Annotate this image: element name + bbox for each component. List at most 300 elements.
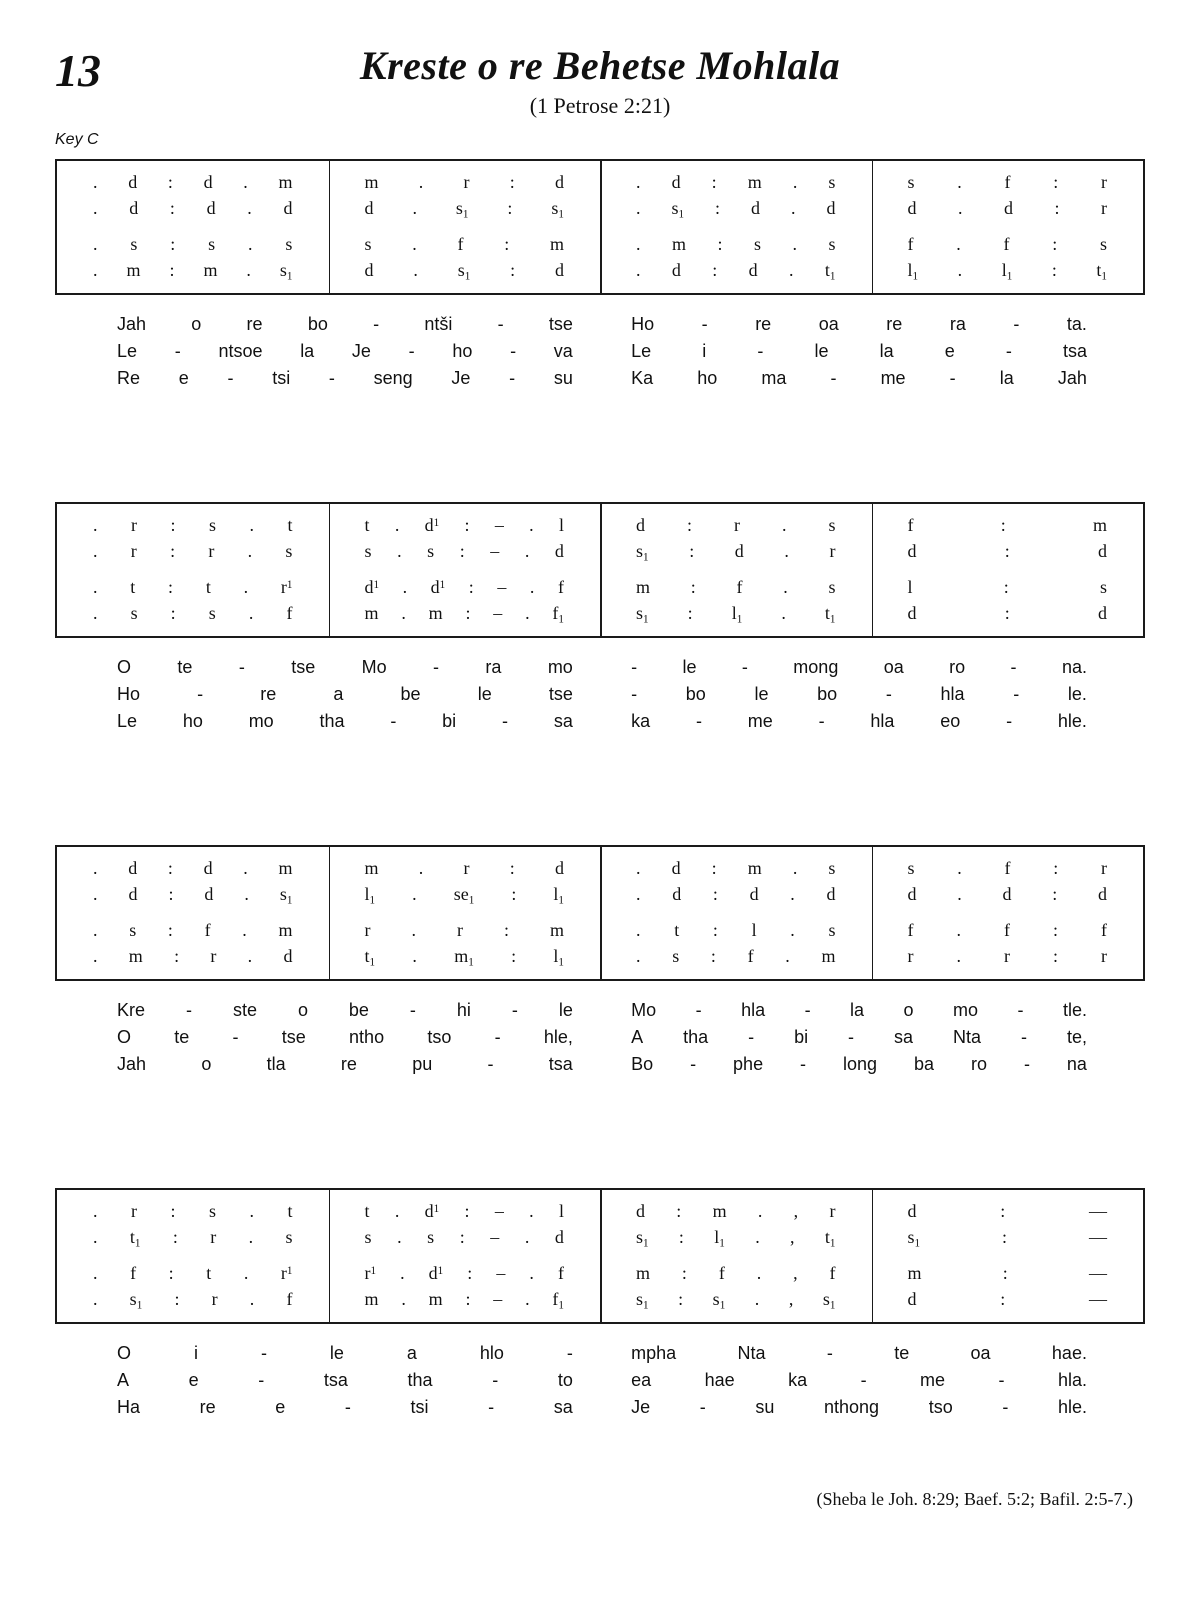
lyric-word: - [566,1343,573,1363]
lyric-line-1 [117,997,1087,1024]
solfa-token: d [554,857,564,878]
solfa-token: . [957,883,962,904]
lyric-word: - [885,684,892,704]
solfa-token: $m_1$ [454,945,474,968]
solfa-token: d [129,197,139,218]
solfa-token: $d^1$ [428,1262,444,1283]
solfa-token: $d^1$ [364,576,380,597]
solfa-token: $s_1$ [907,1226,921,1249]
lyric-word: e [275,1397,286,1417]
measure [872,234,1144,255]
barline [872,847,874,979]
solfa-token: $r^1$ [280,1262,293,1283]
solfa-token: . [248,602,254,623]
solfa-token: . [248,1226,254,1247]
lyric-word: ro [970,1054,987,1074]
lyric-word: Ho [117,684,141,704]
solfa-token: . [401,602,406,623]
lyric-word: mo [248,711,274,731]
measure [57,603,329,624]
solfa-token: – [496,1262,506,1283]
solfa-token: d [907,197,917,218]
lyric-word: Le [117,711,138,731]
lyric-word: la [879,341,894,361]
lyric-word: su [755,1397,775,1417]
lyric-word: tso [427,1027,452,1047]
lyric-half-left [117,997,573,1024]
solfa-token: s [208,602,216,623]
solfa-token: t [287,514,293,535]
solfa-token: d [749,883,759,904]
measure [872,1289,1144,1310]
lyric-word: hlo [479,1343,504,1363]
solfa-token: d [128,883,138,904]
solfa-token: . [412,197,417,218]
lyric-word: - [1002,1397,1009,1417]
solfa-token: . [792,171,798,192]
solfa-token: t [287,1200,293,1221]
lyric-word: - [800,1054,807,1074]
solfa-token: — [1089,1262,1107,1283]
solfa-token: s [208,514,216,535]
solfa-token: s [753,233,761,254]
solfa-token: $l_1$ [907,259,919,282]
measure [57,234,329,255]
solfa-token: . [93,945,98,966]
solfa-token: f [1003,919,1010,940]
lyric-line-2 [117,1367,1087,1394]
solfa-token: s [130,233,138,254]
solfa-token: : [1053,171,1059,192]
solfa-token: d [734,540,744,561]
measure [329,172,601,193]
solfa-token: m [636,576,651,597]
solfa-token: : [170,233,176,254]
solfa-token: . [529,1200,534,1221]
lyric-word: bo [817,684,838,704]
solfa-token: d [283,945,293,966]
measure [57,858,329,879]
lyric-half-left [117,338,573,365]
solfa-token: s [828,233,836,254]
solfa-token: : [710,945,716,966]
lyric-word: O [117,1027,132,1047]
solfa-token: . [785,945,790,966]
solfa-token: $s_1$ [279,883,293,906]
solfa-token: : [1054,197,1060,218]
solfa-token: r [130,540,137,561]
solfa-token: : [468,576,474,597]
solfa-token: : [1002,1226,1008,1247]
solfa-token: d [283,197,293,218]
hymn-number: 13 [55,45,101,96]
lyric-word: na [1066,1054,1087,1074]
measure [57,1289,329,1310]
solfa-token: . [93,259,98,280]
solfa-token: . [789,259,794,280]
solfa-token: . [418,171,424,192]
lyric-word: Kre [117,1000,146,1020]
solfa-token: f [829,1262,836,1283]
measure [600,884,872,905]
lyric-line-1 [117,311,1087,338]
solfa-token: m [278,919,293,940]
solfa-token: . [411,919,416,940]
measure [600,1289,872,1310]
lyric-word: - [804,1000,811,1020]
solfa-token: s [828,576,836,597]
scripture-reference: (1 Petrose 2:21) [529,93,671,118]
solfa-token: : [1000,514,1006,535]
solfa-token: . [93,1226,98,1247]
solfa-token: . [243,171,248,192]
solfa-token: . [401,1288,406,1309]
lyric-word: i [702,341,707,361]
solfa-token: s [129,919,137,940]
solfa-token: r [130,514,137,535]
lyric-word: Le [631,341,652,361]
solfa-token: . [790,919,795,940]
solfa-token: . [242,919,247,940]
solfa-token: m [549,233,564,254]
solfa-token: m [712,1200,727,1221]
solfa-token: . [249,1200,254,1221]
lyric-word: oa [970,1343,991,1363]
solfa-token: . [783,576,788,597]
lyric-word: e [178,368,189,388]
solfa-token: r [210,1226,217,1247]
solfa-token: : [170,514,176,535]
solfa-token: . [636,919,641,940]
lyric-word: su [553,368,573,388]
lyric-line-3 [117,365,1087,392]
solfa-token: r [1100,857,1107,878]
lyric-word: - [502,711,508,731]
solfa-token: s [672,945,680,966]
lyric-half-left [117,1051,573,1078]
solfa-token: d [907,883,917,904]
lyric-word: - [1006,711,1013,731]
solfa-token: . [956,233,961,254]
lyric-word: re [886,314,903,334]
solfa-token: f [557,1262,564,1283]
measure [57,1227,329,1248]
measure [872,603,1144,624]
lyric-word: - [818,711,825,731]
solfa-token: . [402,576,408,597]
lyric-word: - [701,314,708,334]
lyric-half-left [117,1024,573,1051]
solfa-token: f [1100,919,1107,940]
solfa-token: r [1100,945,1107,966]
lyric-half-right [631,997,1087,1024]
lyric-word: o [201,1054,212,1074]
solfa-token: . [636,233,641,254]
lyric-word: oa [818,314,839,334]
lyric-word: long [843,1054,878,1074]
lyric-line-1 [117,654,1087,681]
solfa-token: d [206,197,216,218]
lyric-word: sa [894,1027,914,1047]
solfa-token: m [636,1262,651,1283]
solfa-token: – [497,576,507,597]
lyric-word: tle. [1062,1000,1087,1020]
solfa-token: : [170,602,176,623]
solfa-token: $s_1$ [671,197,685,220]
solfa-token: : [464,514,470,535]
solfa-token: : [1002,1262,1008,1283]
lyric-word: tsa [548,1054,573,1074]
solfa-token: $t_1$ [129,1226,141,1249]
solfa-token: s [285,540,293,561]
solfa-token: $s_1$ [712,1288,726,1311]
lyric-word: mo [547,657,573,677]
barline [600,161,602,293]
solfa-token: : [1000,1200,1006,1221]
solfa-token: d [203,171,213,192]
solfa-token: . [93,883,98,904]
notation-box [55,1188,1145,1324]
solfa-token: d [1002,883,1012,904]
measure [872,172,1144,193]
solfa-token: m [428,1288,443,1309]
lyric-word: - [695,1000,702,1020]
solfa-token: : [681,1262,687,1283]
solfa-token: d [672,883,682,904]
solfa-token: t [206,1262,212,1283]
solfa-token: s [364,233,372,254]
solfa-token: . [636,197,641,218]
lyric-word: bi [442,711,457,731]
solfa-token: . [243,857,248,878]
solfa-token: r [829,540,836,561]
lyric-word: - [1010,657,1017,677]
solfa-token: $d^1$ [424,1200,440,1221]
lyric-word: - [390,711,397,731]
barline [600,847,602,979]
solfa-token: f [907,514,914,535]
solfa-token: f [1004,171,1011,192]
lyric-word: tha [407,1370,433,1390]
lyric-word: - [699,1397,706,1417]
barline [600,1190,602,1322]
lyric-word: e [944,341,955,361]
solfa-token: . [93,197,98,218]
solfa-token: , [793,1200,799,1221]
solfa-token: m [671,233,686,254]
lyric-word: te [177,657,193,677]
solfa-token: : [507,197,513,218]
measure [600,260,872,281]
solfa-token: . [93,1288,98,1309]
solfa-token: : [717,233,723,254]
lyric-half-right [631,1394,1087,1421]
lyric-word: Bo [631,1054,654,1074]
solfa-token: . [524,540,530,561]
solfa-token: . [243,1262,249,1283]
lyrics-block [117,654,1087,735]
solfa-token: f [557,576,564,597]
lyric-word: - [510,341,517,361]
lyric-half-right [631,708,1087,735]
lyric-half-right [631,365,1087,392]
solfa-token: . [247,540,253,561]
lyric-word: - [344,1397,351,1417]
lyric-half-right [631,311,1087,338]
lyric-word: - [631,684,638,704]
solfa-token: : [715,197,721,218]
solfa-token: , [788,1288,794,1309]
lyric-word: phe [733,1054,764,1074]
solfa-token: $s_1$ [457,259,471,282]
lyric-word: - [949,368,956,388]
lyric-word: e [188,1370,199,1390]
solfa-token: f [736,576,743,597]
solfa-token: : [510,259,516,280]
measure [872,541,1144,562]
solfa-token: . [754,1288,760,1309]
lyric-word: ho [697,368,718,388]
solfa-token: , [793,1262,798,1283]
solfa-token: d [1097,540,1107,561]
solfa-token: $s_1$ [279,259,293,282]
solfa-token: d [364,259,374,280]
solfa-token: $s_1$ [636,1226,649,1249]
solfa-token: : [678,1288,684,1309]
lyric-word: Je [451,368,471,388]
measure [600,541,872,562]
solfa-token: s [828,857,836,878]
solfa-token: : [503,919,509,940]
lyric-word: me [880,368,906,388]
solfa-token: f [286,602,293,623]
solfa-token: f [1004,857,1011,878]
solfa-token: d [907,1200,917,1221]
solfa-token: r [463,857,470,878]
barline [872,1190,874,1322]
system-1 [55,159,1145,392]
solfa-token: $s_1$ [551,197,564,220]
lyric-word: la [999,368,1014,388]
lyric-line-3 [117,1051,1087,1078]
solfa-token: r [456,919,463,940]
measure [600,603,872,624]
lyric-word: - [826,1343,833,1363]
solfa-token: s [907,171,915,192]
lyric-half-right [631,338,1087,365]
lyric-line-3 [117,708,1087,735]
solfa-token: : [1052,233,1058,254]
lyric-word: a [333,684,344,704]
solfa-token: . [957,171,962,192]
solfa-token: . [397,1226,402,1247]
measure [600,198,872,219]
solfa-token: l [751,919,757,940]
solfa-token: . [957,259,963,280]
lyric-word: ma [761,368,787,388]
lyric-word: re [246,314,263,334]
solfa-token: $s_1$ [129,1288,143,1311]
measure [872,1201,1144,1222]
lyric-word: - [497,314,504,334]
solfa-token: m [278,857,293,878]
solfa-token: f [1003,233,1010,254]
lyric-word: tse [281,1027,306,1047]
system-2 [55,502,1145,735]
solfa-token: . [636,259,641,280]
solfa-token: . [243,576,249,597]
lyrics-block [117,1340,1087,1421]
solfa-token: : [172,1226,178,1247]
lyric-word: ro [949,657,966,677]
lyric-line-2 [117,681,1087,708]
measure [329,920,601,941]
solfa-token: : [167,171,173,192]
solfa-token: $t_1$ [364,945,376,968]
solfa-token: s [828,919,836,940]
solfa-token: . [636,857,641,878]
measure [57,577,329,598]
solfa-token: m [907,1262,922,1283]
solfa-token: s [285,233,293,254]
lyric-word: ka [788,1370,808,1390]
solfa-token: $s_1$ [455,197,469,220]
solfa-token: $s_1$ [636,1288,649,1311]
lyric-word: me [747,711,773,731]
lyric-word: le [477,684,492,704]
lyric-half-left [117,1340,573,1367]
solfa-token: s [1099,233,1107,254]
measure [600,946,872,967]
solfa-token: $f_1$ [552,1288,564,1311]
measure [600,515,872,536]
lyric-half-left [117,1367,573,1394]
solfa-token: r [210,945,217,966]
lyric-word: - [748,1027,755,1047]
solfa-token: d [364,197,374,218]
solfa-token: m [203,259,218,280]
solfa-token: : [168,1262,174,1283]
solfa-token: $l_1$ [364,883,376,906]
lyric-word: Mo [361,657,387,677]
lyric-word: Nta [737,1343,766,1363]
lyric-word: - [1017,1000,1024,1020]
solfa-token: f [747,945,754,966]
solfa-token: m [364,1288,379,1309]
solfa-token: : [712,259,718,280]
solfa-token: s [285,1226,293,1247]
barline [872,504,874,636]
lyric-line-2 [117,338,1087,365]
measure [57,198,329,219]
lyric-word: sa [553,711,573,731]
solfa-token: . [757,1200,763,1221]
lyric-word: hle, [543,1027,573,1047]
lyric-word: O [117,1343,132,1363]
measure [329,541,601,562]
lyric-word: Je [631,1397,651,1417]
lyric-word: Ho [631,314,655,334]
system-4 [55,1188,1145,1421]
lyric-word: mo [953,1000,979,1020]
lyric-word: tsi [272,368,291,388]
measure [600,172,872,193]
measure [872,577,1144,598]
solfa-token: . [249,514,254,535]
lyric-word: tsi [410,1397,429,1417]
solfa-token: r [1100,197,1107,218]
lyric-word: - [1013,314,1020,334]
